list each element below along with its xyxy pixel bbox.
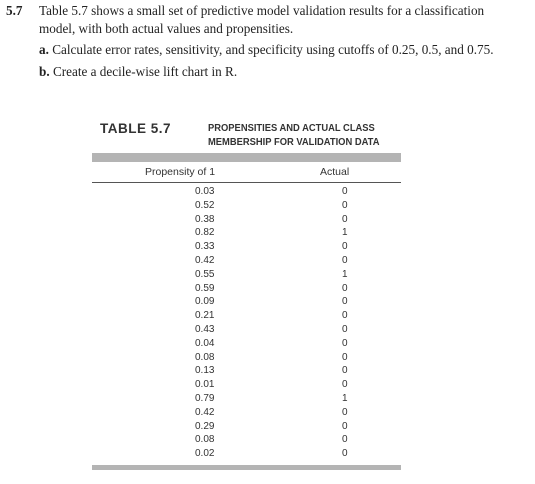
part-a-label: a. — [39, 42, 49, 57]
actual-cell: 0 — [342, 448, 348, 460]
propensity-cell: 0.02 — [195, 448, 215, 460]
problem-block — [6, 2, 531, 80]
actual-cell: 0 — [342, 213, 348, 225]
propensity-cell: 0.42 — [195, 255, 215, 266]
propensity-cell: 0.21 — [195, 310, 215, 322]
propensity-cell: 0.08 — [195, 351, 215, 363]
propensity-cell: 0.13 — [195, 365, 215, 377]
propensity-cell: 0.82 — [195, 227, 215, 239]
part-b — [39, 63, 531, 81]
actual-cell: 0 — [342, 282, 348, 294]
part-a — [39, 41, 531, 59]
part-a-text: Calculate error rates, sensitivity, and specificity using cutoffs of 0.25, 0.5, and 0.75. — [52, 42, 494, 57]
actual-cell: 0 — [342, 186, 348, 197]
actual-cell: 0 — [342, 199, 348, 211]
table-title-line-1: PROPENSITIES AND ACTUAL CLASS — [208, 123, 375, 134]
column-header-actual: Actual — [320, 166, 350, 178]
problem-body — [39, 2, 531, 80]
actual-cell: 0 — [342, 434, 348, 446]
problem-intro — [39, 2, 531, 37]
actual-cell: 0 — [342, 310, 348, 322]
propensity-cell: 0.29 — [195, 420, 215, 432]
actual-cell: 0 — [342, 337, 348, 349]
propensity-cell: 0.42 — [195, 406, 215, 418]
actual-cell: 0 — [342, 406, 348, 418]
table-title-line-2: MEMBERSHIP FOR VALIDATION DATA — [208, 137, 380, 148]
actual-cell: 0 — [342, 351, 348, 363]
propensity-cell: 0.09 — [195, 296, 215, 308]
part-b-text: Create a decile-wise lift chart in R. — [52, 63, 238, 79]
table-top-bar — [92, 153, 401, 162]
header-divider — [92, 182, 401, 183]
actual-cell: 0 — [342, 379, 348, 391]
actual-cell: 0 — [342, 255, 348, 266]
table-title — [208, 122, 379, 150]
propensity-cell: 0.38 — [195, 213, 215, 225]
propensity-cell: 0.33 — [195, 241, 215, 253]
actual-cell: 1 — [342, 227, 348, 239]
actual-cell: 0 — [342, 420, 348, 432]
actual-cell: 1 — [342, 268, 348, 280]
propensity-cell: 0.03 — [195, 186, 215, 197]
column-header-propensity: Propensity of 1 — [145, 166, 216, 178]
intro-line-2: model, with both actual values and propensities. — [39, 20, 294, 36]
actual-cell: 1 — [342, 393, 348, 404]
part-b-label: b. — [39, 63, 50, 79]
propensity-cell: 0.43 — [195, 324, 215, 335]
table-label: TABLE 5.7 — [100, 121, 172, 136]
actual-cell: 0 — [342, 296, 348, 308]
actual-cell: 0 — [342, 365, 348, 377]
intro-line-1: Table 5.7 shows a small set of predictive model validation results for a classification — [39, 3, 485, 18]
actual-cell: 0 — [342, 324, 348, 335]
propensity-cell: 0.08 — [195, 434, 215, 446]
actual-cell: 0 — [342, 241, 348, 253]
problem-number: 5.7 — [6, 3, 23, 18]
propensity-cell: 0.59 — [195, 282, 215, 294]
table-bottom-bar — [92, 465, 401, 470]
propensity-cell: 0.01 — [195, 379, 215, 391]
propensity-cell: 0.79 — [195, 393, 215, 404]
propensity-cell: 0.55 — [195, 268, 215, 280]
propensity-cell: 0.04 — [195, 337, 215, 349]
propensity-cell: 0.52 — [195, 199, 215, 211]
